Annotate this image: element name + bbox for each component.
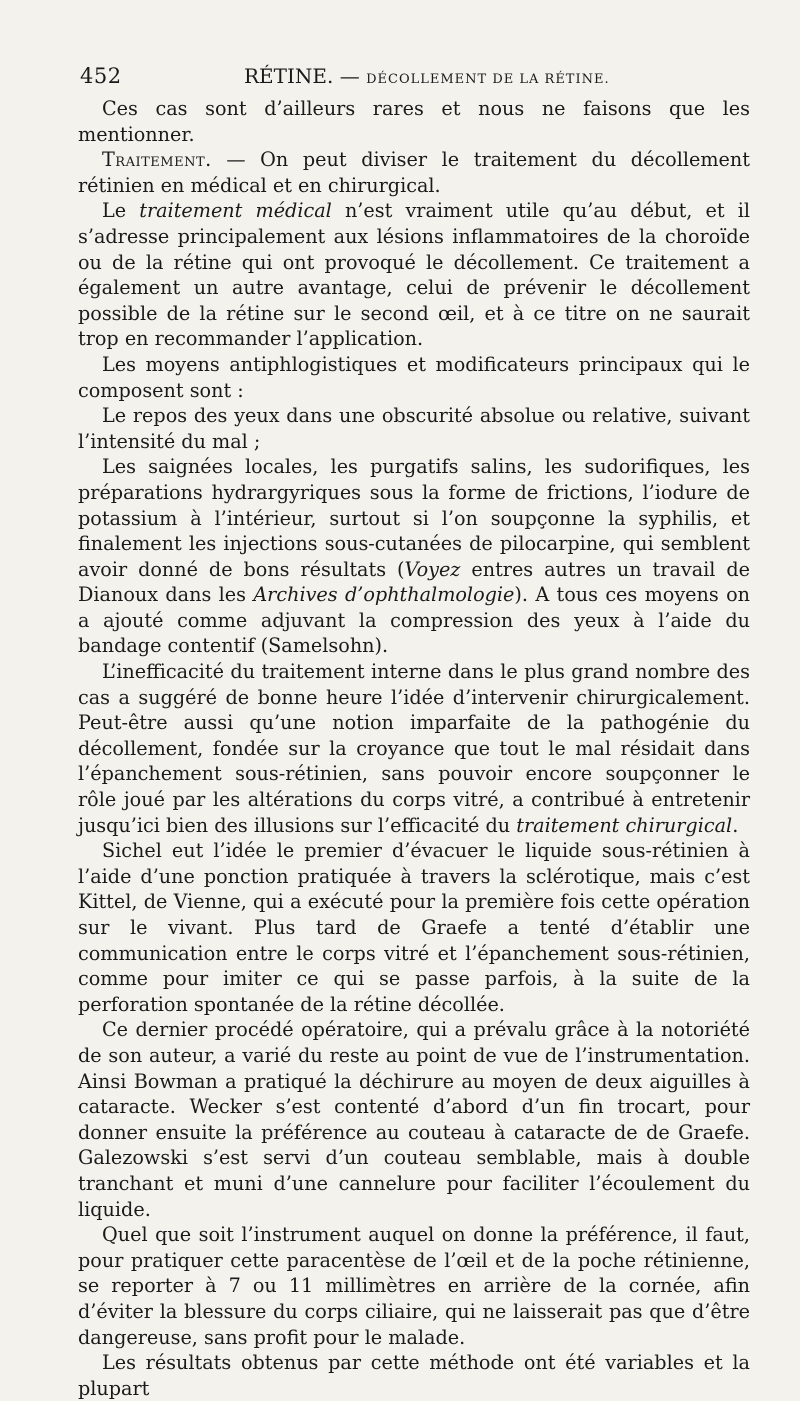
running-head — [78, 58, 750, 96]
paragraph: Les moyens antiphlogistiques et modificateurs principaux qui le composent sont : — [78, 352, 750, 402]
paragraph: Les saignées locales, les purgatifs salins, les sudorifiques, les préparations hydrargyriques sous la forme de frictions, l’iodure de potassium à l’intérieur, surtout si l’on soupçonne la syphilis, et finalement les injections sous-cutanées de pilocarpine, qui semblent avoir donné de bons résultats (Voyez entres autres un travail de Dianoux dans les Archives d’ophthalmologie). A tous ces moyens on a ajouté comme adjuvant la compression des yeux à l’aide du bandage contentif (Samelsohn). — [78, 455, 751, 658]
page-number: 452 — [80, 64, 122, 88]
paragraph: Quel que soit l’instrument auquel on donne la préférence, il faut, pour pratiquer cette paracentèse de l’œil et de la poche rétinienne, se reporter à 7 ou 11 millimètres en arrière de la cornée, afin d’éviter la blessure du corps ciliaire, qui ne laisserait pas que d’être dangereuse, sans profit pour le malade. — [78, 1223, 750, 1349]
journal-title: Archives d’ophthalmologie — [253, 583, 515, 607]
italic-term: Voyez — [404, 557, 461, 581]
paragraph: Traitement. — On peut diviser le traitement du décollement rétinien en médical et en chirurgical. — [78, 148, 750, 197]
section-label: Traitement. — [102, 148, 212, 172]
paragraph: Le traitement médical n’est vraiment utile qu’au début, et il s’adresse principalement aux lésions inflammatoires de la choroïde ou de la rétine qui ont provoqué le décollement. Ce traitement a également un autre avantage, celui de prévenir le décollement possible de la rétine sur le second œil, et à ce titre on ne saurait trop en recommander l’application. — [78, 199, 750, 351]
chapter-title: RÉTINE. — [244, 64, 334, 88]
title-separator: — — [339, 64, 360, 88]
paragraph: Le repos des yeux dans une obscurité absolue ou relative, suivant l’intensité du mal ; — [78, 404, 750, 453]
running-title — [244, 64, 610, 88]
section-subtitle: DÉCOLLEMENT DE LA RÉTINE. — [366, 72, 610, 87]
italic-term: traitement médical — [139, 199, 332, 223]
italic-term: traitement chirurgical — [516, 813, 733, 837]
paragraph: L’inefficacité du traitement interne dans le plus grand nombre des cas a suggéré de bonne heure l’idée d’intervenir chirurgicalement. Peut-être aussi qu’une notion imparfaite de la pathogénie du décollement, fondée sur la croyance que tout le mal résidait dans l’épanchement sous-rétinien, sans pouvoir encore soupçonner le rôle joué par les altérations du corps vitré, a contribué à entretenir jusqu’ici bien des illusions sur l’efficacité du traitement chirurgical. — [78, 660, 750, 837]
paragraph: Ces cas sont d’ailleurs rares et nous ne faisons que les mentionner. — [78, 97, 750, 146]
paragraph: Sichel eut l’idée le premier d’évacuer le liquide sous-rétinien à l’aide d’une ponction pratiquée à travers la sclérotique, mais c’est Kittel, de Vienne, qui a exécuté pour la première fois cette opération sur le vivant. Plus tard de Graefe a tenté d’établir une communication entre le corps vitré et l’épanchement sous-rétinien, comme pour imiter ce qui se passe parfois, à la suite de la perforation spontanée de la rétine décollée. — [78, 839, 750, 1016]
body-text — [78, 96, 750, 1401]
book-page — [78, 58, 751, 1400]
paragraph: Les résultats obtenus par cette méthode ont été variables et la plupart — [78, 1351, 750, 1400]
paragraph: Ce dernier procédé opératoire, qui a prévalu grâce à la notoriété de son auteur, a varié du reste au point de vue de l’instrumentation. Ainsi Bowman a pratiqué la déchirure au moyen de deux aiguilles à cataracte. Wecker s’est contenté d’abord d’un fin trocart, pour donner ensuite la préférence au couteau à cataracte de de Graefe. Galezowski s’est servi d’un couteau semblable, mais à double tranchant et muni d’une cannelure pour faciliter l’écoulement du liquide. — [78, 1018, 750, 1221]
